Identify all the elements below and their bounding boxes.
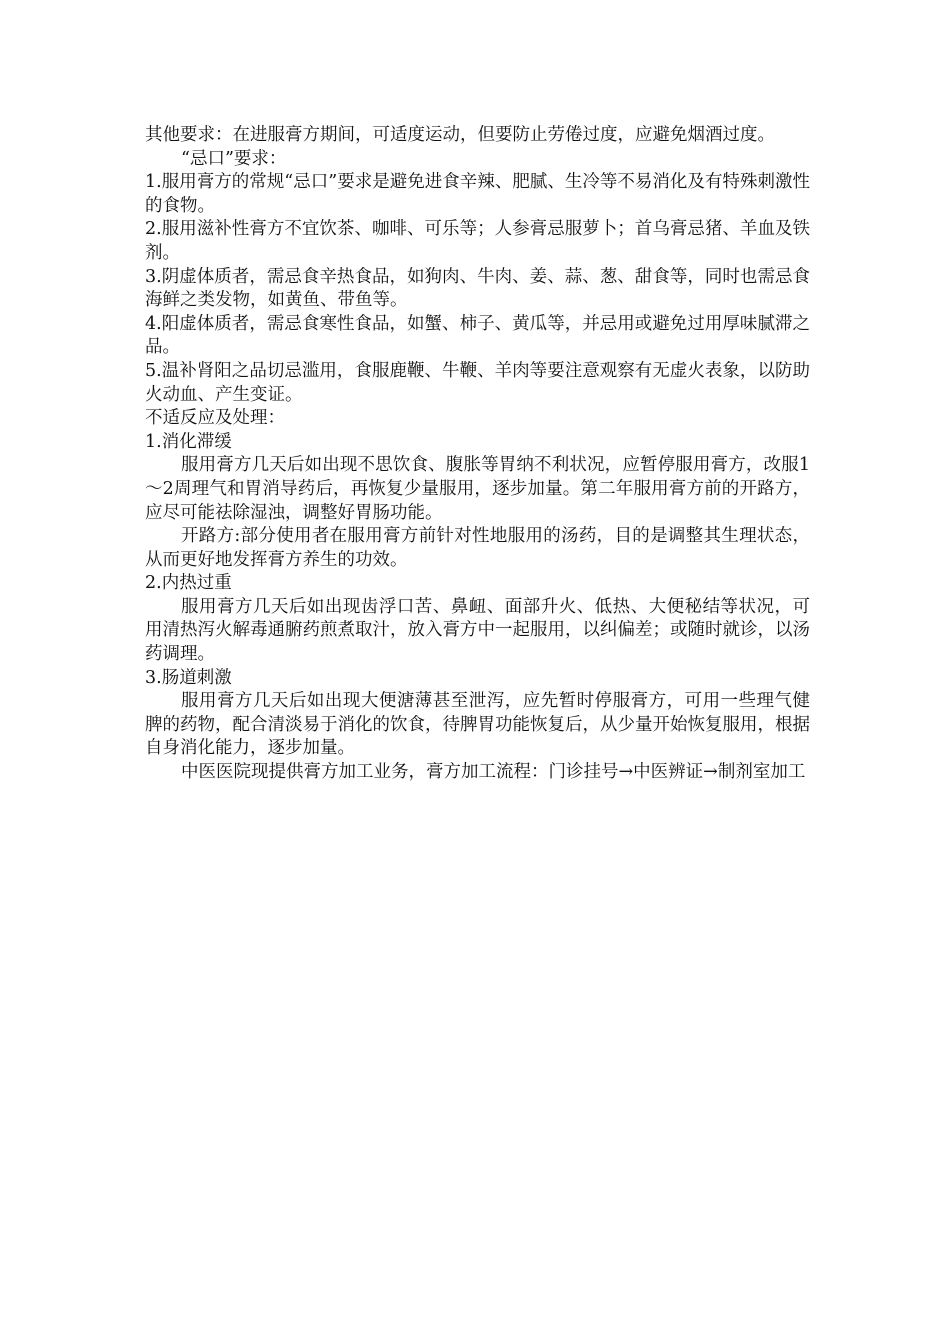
- subheading-internal-heat: 2.内热过重: [145, 573, 232, 594]
- paragraph-intestinal: 服用膏方几天后如出现大便溏薄甚至泄泻，应先暂时停服膏方，可用一些理气健脾的药物，配合清淡易于消化的饮食，待脾胃功能恢复后，从少量开始恢复服用，根据自身消化能力，逐步加量。: [145, 691, 810, 759]
- heading-diet-taboo: “忌口”要求：: [181, 148, 287, 169]
- heading-adverse-reactions: 不适反应及处理：: [145, 408, 285, 429]
- paragraph-internal-heat: 服用膏方几天后如出现齿浮口苦、鼻衄、面部升火、低热、大便秘结等状况，可用清热泻火解毒通腑药煎煮取汁，放入膏方中一起服用，以纠偏差；或随时就诊，以汤药调理。: [145, 596, 810, 665]
- list-item-taboo-2: 2.服用滋补性膏方不宜饮茶、咖啡、可乐等；人参膏忌服萝卜；首乌膏忌猪、羊血及铁剂。: [145, 219, 810, 263]
- list-item-taboo-1: 1.服用膏方的常规“忌口”要求是避免进食辛辣、肥腻、生冷等不易消化及有特殊刺激性的食物。: [145, 172, 810, 216]
- subheading-intestinal: 3.肠道刺激: [145, 667, 232, 688]
- paragraph-hospital-service: 中医医院现提供膏方加工业务，膏方加工流程：门诊挂号→中医辨证→制剂室加工: [181, 762, 806, 783]
- paragraph-other-requirements: 其他要求：在进服膏方期间，可适度运动，但要防止劳倦过度，应避免烟酒过度。: [145, 125, 775, 145]
- list-item-taboo-5: 5.温补肾阳之品切忌滥用，食服鹿鞭、牛鞭、羊肉等要注意观察有无虚火表象，以防助火动血、产生变证。: [145, 360, 810, 405]
- paragraph-opening-formula: 开路方:部分使用者在服用膏方前针对性地服用的汤药，目的是调整其生理状态，从而更好地发挥膏方养生的功效。: [145, 526, 810, 570]
- paragraph-digestion: 服用膏方几天后如出现不思饮食、腹胀等胃纳不利状况，应暂停服用膏方，改服1～2周理气和胃消导药后，再恢复少量服用，逐步加量。第二年服用膏方前的开路方，应尽可能祛除湿浊，调整好胃肠功能。: [145, 455, 810, 523]
- subheading-digestion: 1.消化滞缓: [145, 431, 232, 452]
- document-body: [145, 124, 810, 785]
- list-item-taboo-3: 3.阴虚体质者，需忌食辛热食品，如狗肉、牛肉、姜、蒜、葱、甜食等，同时也需忌食海鲜之类发物，如黄鱼、带鱼等。: [145, 266, 810, 311]
- list-item-taboo-4: 4.阳虚体质者，需忌食寒性食品，如蟹、柿子、黄瓜等，并忌用或避免过用厚味腻滞之品。: [145, 313, 810, 358]
